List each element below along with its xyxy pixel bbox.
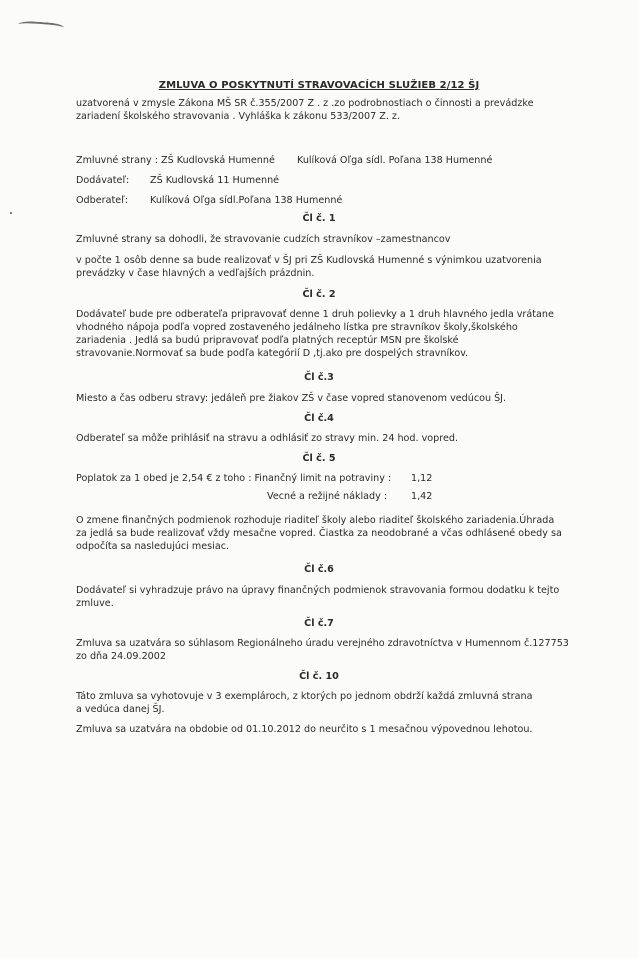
section-5-line-3: odpočíta sa nasledujúci mesiac. xyxy=(76,541,230,552)
intro-line-1: uzatvorená v zmysle Zákona MŠ SR č.355/2007 Z . z .zo podrobnostiach o činnosti a prevádzke xyxy=(76,98,534,109)
parties-label: Zmluvné strany : ZŠ Kudlovská Humenné xyxy=(76,155,275,166)
fee-line: Poplatok za 1 obed je 2,54 € z toho : Finančný limit na potraviny : xyxy=(76,473,392,484)
section-7-line-2: zo dňa 24.09.2002 xyxy=(76,651,166,662)
section-4-paragraph: Odberateľ sa môže prihlásiť na stravu a odhlásiť zo stravy min. 24 hod. vopred. xyxy=(76,433,459,444)
overhead-costs-value: 1,42 xyxy=(411,491,433,502)
parties-other: Kulíková Oľga sídl. Poľana 138 Humenné xyxy=(297,155,493,166)
section-6-line-2: zmluve. xyxy=(76,598,114,609)
pen-mark xyxy=(18,20,65,33)
section-2-line-1: Dodávateľ bude pre odberateľa pripravovať denne 1 druh polievky a 1 druh hlavného jedla vrátane xyxy=(76,309,554,320)
section-2-line-3: zariadenia . Jedlá sa budú pripravovať podľa platných receptúr MSN pre školské xyxy=(76,335,459,346)
overhead-costs-line: Vecné a režijné náklady : xyxy=(267,491,388,502)
section-2-heading: Čl č. 2 xyxy=(302,289,336,300)
section-1-paragraph-2-line-1: v počte 1 osôb denne sa bude realizovať v ŠJ pri ZŠ Kudlovská Humenné s výnimkou uzatvorenia xyxy=(76,255,542,266)
section-7-line-1: Zmluva sa uzatvára so súhlasom Regionálneho úradu verejného zdravotníctva v Humennom č.127753 xyxy=(76,638,569,649)
section-1-paragraph-1: Zmluvné strany sa dohodli, že stravovanie cudzích stravníkov –zamestnancov xyxy=(76,234,451,245)
section-10-heading: Čl č. 10 xyxy=(299,671,339,682)
section-2-line-2: vhodného nápoja podľa vopred zostaveného jedálneho lístka pre stravníkov školy,školského xyxy=(76,322,518,333)
supplier-value: ZŠ Kudlovská 11 Humenné xyxy=(150,175,280,186)
section-6-heading: Čl č.6 xyxy=(304,564,334,575)
document-title: ZMLUVA O POSKYTNUTÍ STRAVOVACÍCH SLUŽIEB 2/12 ŠJ xyxy=(158,80,480,91)
section-5-line-1: O zmene finančných podmienok rozhoduje riaditeľ školy alebo riaditeľ školského zariadenia.Úhrada xyxy=(76,515,555,526)
section-5-heading: Čl č. 5 xyxy=(302,453,336,464)
customer-value: Kulíková Oľga sídl.Poľana 138 Humenné xyxy=(150,195,343,206)
section-1-heading: Čl č. 1 xyxy=(302,213,336,224)
section-3-paragraph: Miesto a čas odberu stravy: jedáleň pre žiakov ZŠ v čase vopred stanovenom vedúcou ŠJ. xyxy=(76,393,507,404)
section-7-heading: Čl č.7 xyxy=(304,618,334,629)
section-1-paragraph-2-line-2: prevádzky v čase hlavných a vedľajších prázdnin. xyxy=(76,268,315,279)
supplier-label: Dodávateľ: xyxy=(76,175,130,186)
section-2-line-4: stravovanie.Normovať sa bude podľa kategórií D ,tj.ako pre dospelých stravníkov. xyxy=(76,348,469,359)
food-limit-value: 1,12 xyxy=(411,473,433,484)
section-4-heading: Čl č.4 xyxy=(304,413,334,424)
customer-label: Odberateľ: xyxy=(76,195,128,206)
section-10-line-2: a vedúca danej ŠJ. xyxy=(76,704,165,715)
section-3-heading: Čl č.3 xyxy=(304,372,334,383)
section-10-term: Zmluva sa uzatvára na obdobie od 01.10.2012 do neurčito s 1 mesačnou výpovednou lehotou. xyxy=(76,724,533,735)
section-6-line-1: Dodávateľ si vyhradzuje právo na úpravy finančných podmienok stravovania formou dodatku k tejto xyxy=(76,585,560,596)
section-5-line-2: za jedlá sa bude realizovať vždy mesačne vopred. Čiastka za neodobrané a včas odhlásené obedy sa xyxy=(76,528,562,539)
section-10-line-1: Táto zmluva sa vyhotovuje v 3 exemplároch, z ktorých po jednom obdrží každá zmluvná strana xyxy=(76,691,533,702)
intro-line-2: zariadení školského stravovania . Vyhláška k zákonu 533/2007 Z. z. xyxy=(76,111,401,122)
